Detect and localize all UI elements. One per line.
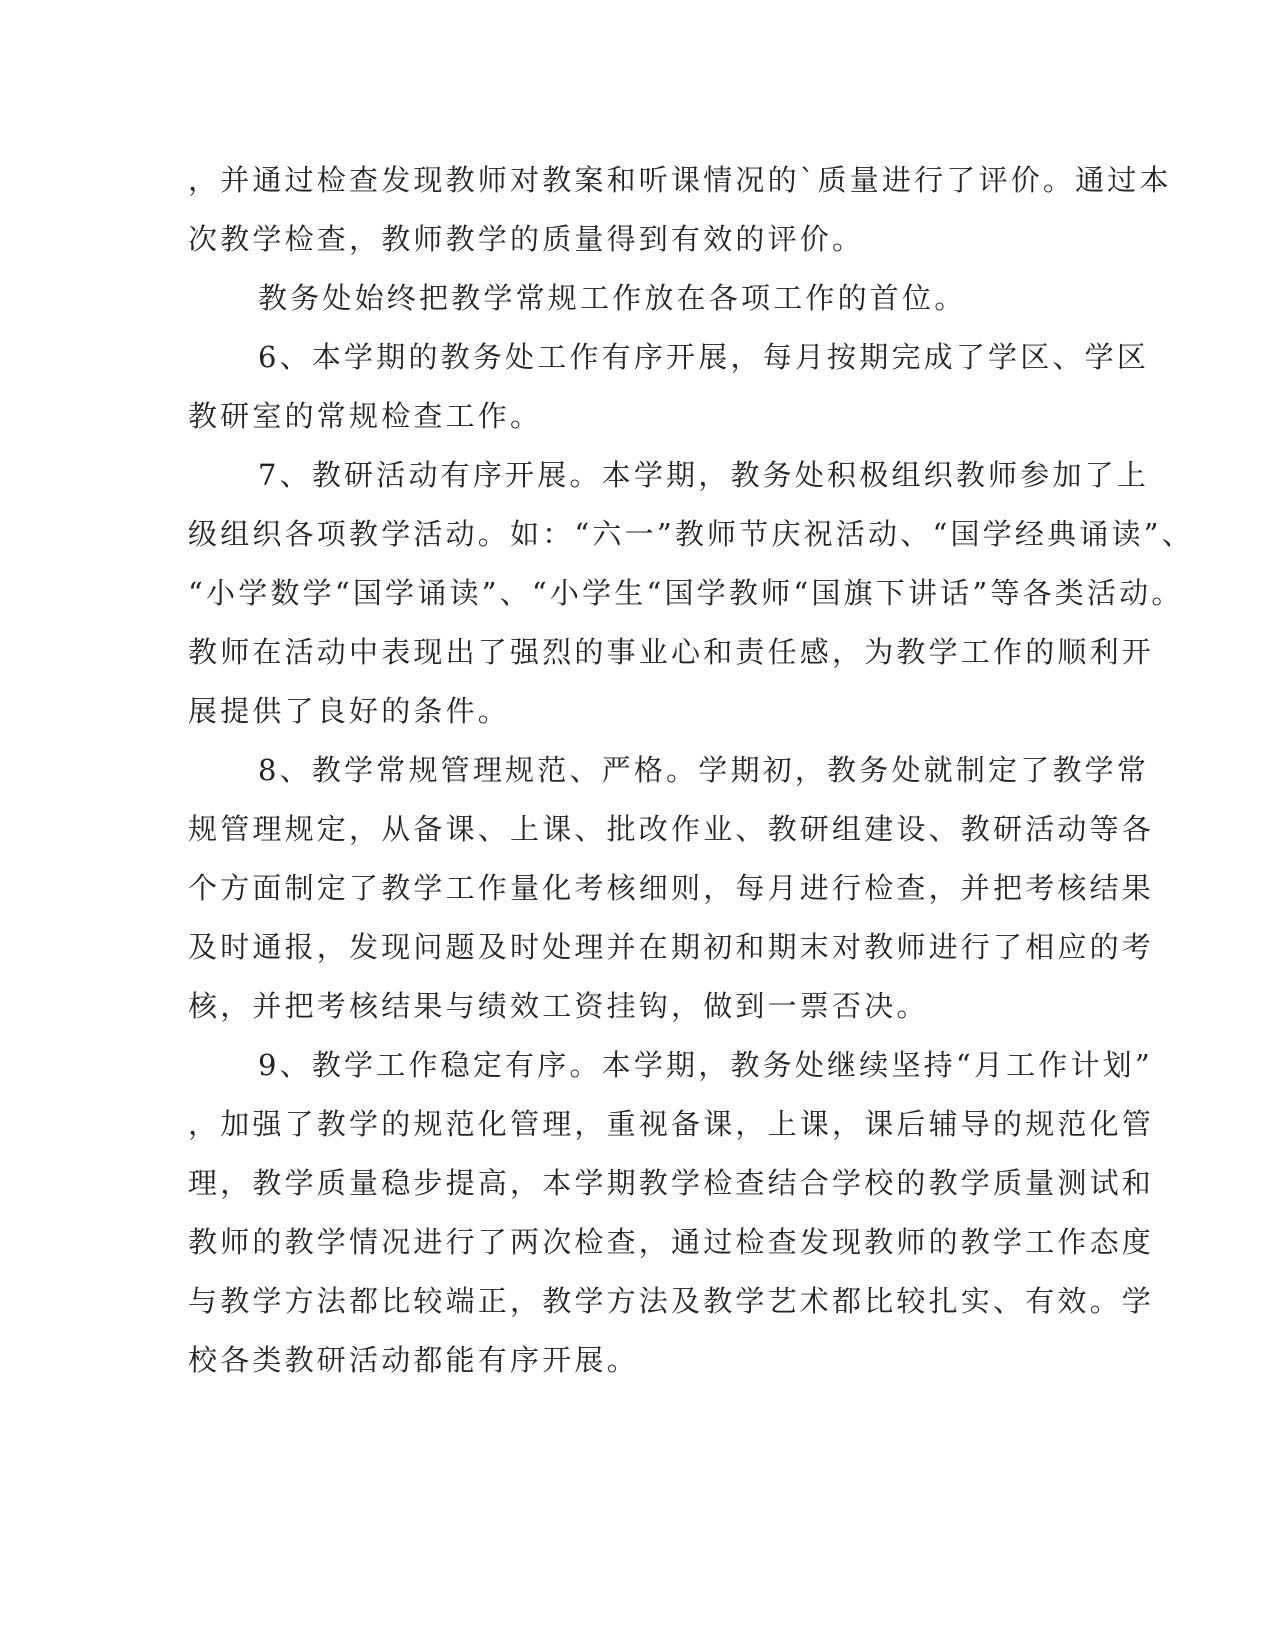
text-line: 教师在活动中表现出了强烈的事业心和责任感，为教学工作的顺利开 <box>188 635 1155 669</box>
text-line: 教务处始终把教学常规工作放在各项工作的首位。 <box>258 281 967 315</box>
text-line: “小学数学“国学诵读”、“小学生“国学教师“国旗下讲话”等各类活动。 <box>188 576 1184 610</box>
text-line: 8、教学常规管理规范、严格。学期初，教务处就制定了教学常 <box>258 753 1150 787</box>
text-line: 规管理规定，从备课、上课、批改作业、教研组建设、教研活动等各 <box>188 812 1155 846</box>
text-line: 7、教研活动有序开展。本学期，教务处积极组织教师参加了上 <box>258 458 1150 492</box>
text-line: 展提供了良好的条件。 <box>188 694 511 728</box>
text-line: 教师的教学情况进行了两次检查，通过检查发现教师的教学工作态度 <box>188 1225 1155 1259</box>
text-line: 6、本学期的教务处工作有序开展，每月按期完成了学区、学区 <box>258 340 1150 374</box>
text-line: 个方面制定了教学工作量化考核细则，每月进行检查，并把考核结果 <box>188 871 1155 905</box>
text-line: 与教学方法都比较端正，教学方法及教学艺术都比较扎实、有效。学 <box>188 1284 1155 1318</box>
text-line: 校各类教研活动都能有序开展。 <box>188 1343 639 1377</box>
text-line: 级组织各项教学活动。如：“六一”教师节庆祝活动、“国学经典诵读”、 <box>188 517 1194 551</box>
text-line: 教研室的常规检查工作。 <box>188 399 543 433</box>
text-line: 理，教学质量稳步提高，本学期教学检查结合学校的教学质量测试和 <box>188 1166 1155 1200</box>
text-line: 核，并把考核结果与绩效工资挂钩，做到一票否决。 <box>188 989 929 1023</box>
text-line: ，加强了教学的规范化管理，重视备课，上课，课后辅导的规范化管 <box>188 1107 1155 1141</box>
text-line: 次教学检查，教师教学的质量得到有效的评价。 <box>188 222 865 256</box>
text-line: 及时通报，发现问题及时处理并在期初和期末对教师进行了相应的考 <box>188 930 1155 964</box>
text-line: ，并通过检查发现教师对教案和听课情况的`质量进行了评价。通过本 <box>188 163 1172 197</box>
text-line: 9、教学工作稳定有序。本学期，教务处继续坚持“月工作计划” <box>258 1048 1153 1082</box>
